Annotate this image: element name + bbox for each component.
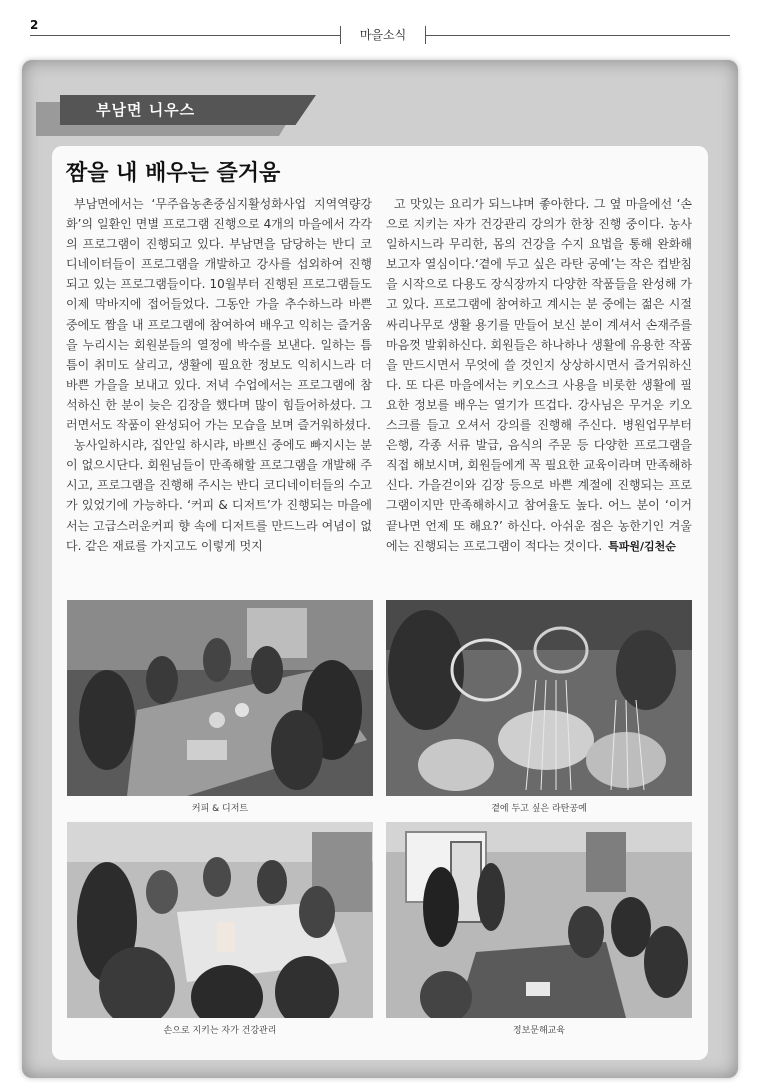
paragraph: 부남면에서는 ‘무주읍농촌중심지활성화사업 지역역량강화’의 일환인 면별 프로그램 진행으로 4개의 마을에서 각각의 프로그램이 진행되고 있다. 부남면을 담당하는 반디 코디네이터들이 프로그램을 개발하고 강사를 섭외하여 진행되고 있는 프로그램들이다. 10월부터 진행된 프로그램들도 이제 막바지에 접어들었다. 그동안 가을 추수하느라 바쁜 중에도 짬을 내 프로그램에 참여하여 배우고 익히는 즐거움을 누리시는 회원분들의 열정에 박수를 보낸다. 일하는 틈틈이 취미도 살리고, 생활에 필요한 정보도 익히시느라 더 바쁜 가을을 보내고 있다. 저녁 수업에서는 프로그램에 참석하신 한 분이 늦은 김장을 했다며 많이 힘들어하셨다. 그러면서도 작품이 완성되어 가는 모습을 보며 즐거워하셨다. <box>66 197 372 433</box>
photo-caption: 정보문해교육 <box>512 1026 566 1036</box>
photo-caption: 커피 & 디저트 <box>191 804 249 814</box>
paragraph-text: 고 맛있는 요리가 되느냐며 좋아한다. 그 옆 마을에선 ‘손으로 지키는 자가 건강관리 강의가 한창 진행 중이다. 농사일하시느라 무리한, 몸의 건강을 수지 요법을 통해 완화해 보고자 열심이다.‘곁에 두고 싶은 라탄 공예’는 작은 컵받침을 시작으로 다용도 장식장까지 다양한 작품들을 완성해 가고 있다. 프로그램에 참여하고 계시는 분 중에는 젊은 시절 싸리나무로 생활 용기를 만들어 보신 분이 계셔서 손재주를 마음껏 발휘하신다. 회원들은 하나하나 생활에 유용한 작품을 만드시면서 무엇에 쓸 것인지 상상하시면서 즐거워하신다. 또 다른 마을에서는 키오스크 사용을 비롯한 생활에 필요한 정보를 배우는 열기가 뜨겁다. 강사님은 무거운 키오스크를 들고 오셔서 강의를 진행해 주신다. 병원업무부터 은행, 각종 서류 발급, 음식의 주문 등 다양한 프로그램을 직접 해보시며, 회원들에게 꼭 필요한 교육이라며 만족해하신다. 가을걷이와 김장 등으로 바쁜 계절에 진행되는 프로그램이지만 만족해하시고 참여율도 높다. 어느 분이 ‘이거 끝나면 언제 또 해요?’ 하신다. 아쉬운 점은 농한기인 겨울에는 진행되는 프로그램이 적다는 것이다. <box>386 197 692 553</box>
article-headline: 짬을 내 배우는 즐거움 <box>66 161 281 186</box>
byline: 특파원/김천순 <box>608 539 676 553</box>
photo-info-literacy <box>386 822 692 1018</box>
photo-caption: 손으로 지키는 자가 건강관리 <box>163 1026 277 1036</box>
section-title: 마을소식 <box>340 26 426 44</box>
article-column-left <box>66 194 372 556</box>
photo-rattan-craft <box>386 600 692 796</box>
photo-coffee-dessert <box>67 600 373 796</box>
article-column-right <box>386 194 692 557</box>
photo-caption: 곁에 두고 싶은 라탄공예 <box>491 804 587 814</box>
page-number: 2 <box>30 18 39 32</box>
paragraph <box>386 194 692 557</box>
paragraph: 농사일하시랴, 집안일 하시랴, 바쁘신 중에도 빠지시는 분이 없으시단다. 회원님들이 만족해할 프로그램을 개발해 주시고, 프로그램을 진행해 주시는 반디 코디네이터들의 수고가 있었기에 가능하다. ‘커피 & 디저트’가 진행되는 마을에서는 고급스러운커피 향 속에 디저트를 만드느라 여념이 없다. 같은 재료를 가지고도 이렇게 멋지 <box>66 438 372 553</box>
photo-health-care <box>67 822 373 1018</box>
ribbon-label: 부남면 니우스 <box>96 101 196 119</box>
